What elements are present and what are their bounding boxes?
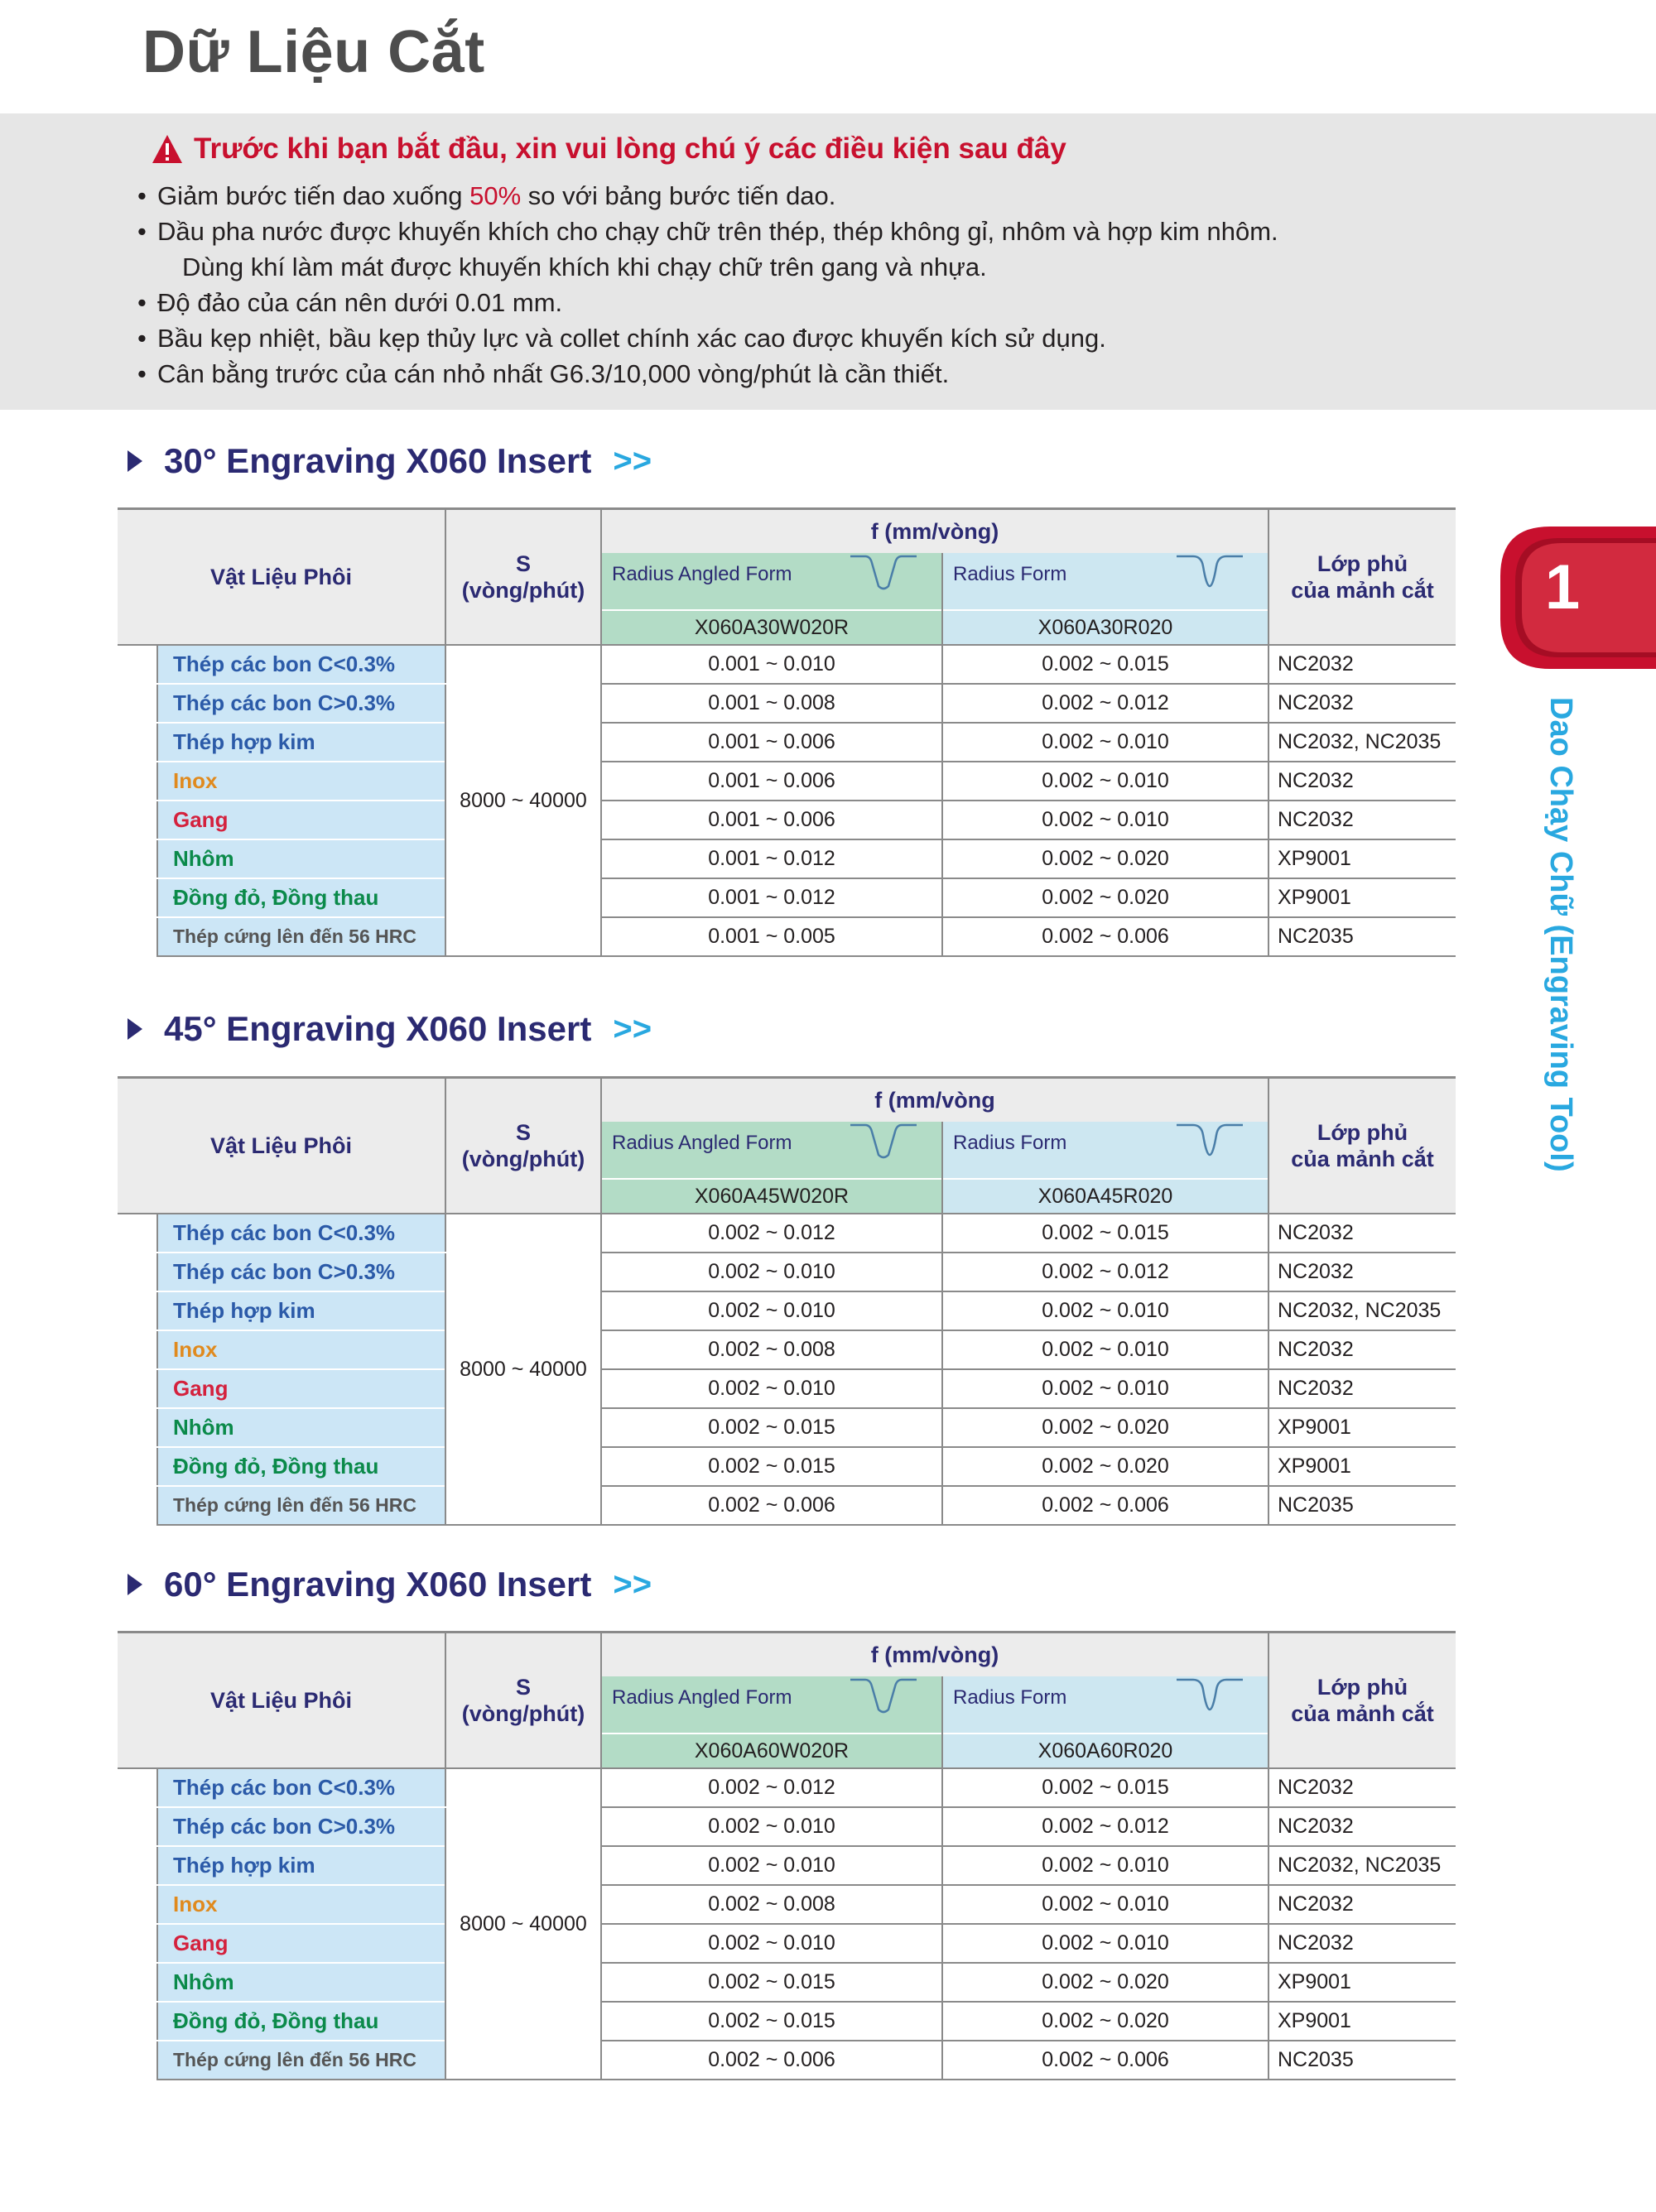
row-spacer: [118, 1330, 157, 1369]
insert-code: X060A60R020: [942, 1734, 1268, 1768]
table-row: [118, 1885, 1456, 1924]
notice-highlight: 50%: [469, 181, 522, 210]
header-coating: [1268, 509, 1456, 646]
table-row: [118, 1924, 1456, 1963]
feed-angled-cell: 0.002 ~ 0.010: [601, 1807, 942, 1846]
row-spacer: [118, 1447, 157, 1486]
notice-item: • Dầu pha nước được khuyến khích cho chạy chữ trên thép, thép không gỉ, nhôm và hợp kim nhôm.: [137, 217, 1278, 246]
row-spacer: [118, 1214, 157, 1253]
feed-radius-cell: 0.002 ~ 0.020: [942, 1408, 1268, 1447]
coating-cell: NC2032: [1268, 1253, 1456, 1291]
table-row: [118, 839, 1456, 878]
material-cell: Thép cứng lên đến 56 HRC: [157, 2041, 445, 2080]
coating-cell: NC2032, NC2035: [1268, 1846, 1456, 1885]
feed-angled-cell: 0.002 ~ 0.010: [601, 1291, 942, 1330]
notice-item: • Độ đảo của cán nên dưới 0.01 mm.: [137, 288, 563, 317]
feed-radius-cell: 0.002 ~ 0.010: [942, 1846, 1268, 1885]
row-spacer: [118, 1291, 157, 1330]
table-row: [118, 1253, 1456, 1291]
row-spacer: [118, 878, 157, 917]
form-label: Radius Form: [953, 563, 1067, 585]
cutting-data-table: [118, 507, 1456, 957]
row-spacer: [118, 762, 157, 801]
coating-cell: XP9001: [1268, 1408, 1456, 1447]
material-cell: Nhôm: [157, 1408, 445, 1447]
feed-radius-cell: 0.002 ~ 0.020: [942, 839, 1268, 878]
coating-cell: NC2032: [1268, 801, 1456, 839]
header-speed-unit: (vòng/phút): [461, 1701, 585, 1726]
row-spacer: [118, 2002, 157, 2041]
table-row: [118, 1846, 1456, 1885]
row-spacer: [118, 1253, 157, 1291]
page-title: Dữ Liệu Cắt: [142, 19, 485, 85]
feed-radius-cell: 0.002 ~ 0.012: [942, 1253, 1268, 1291]
coating-cell: NC2032: [1268, 1330, 1456, 1369]
form-radius-angled: [601, 1122, 942, 1179]
material-cell: Thép cứng lên đến 56 HRC: [157, 917, 445, 956]
coating-cell: NC2035: [1268, 917, 1456, 956]
form-label: Radius Form: [953, 1686, 1067, 1709]
material-cell: Thép hợp kim: [157, 723, 445, 762]
coating-cell: NC2032: [1268, 645, 1456, 684]
row-spacer: [118, 1885, 157, 1924]
feed-angled-cell: 0.002 ~ 0.012: [601, 1214, 942, 1253]
coating-cell: NC2032: [1268, 1924, 1456, 1963]
section-bullet-icon: [126, 1017, 144, 1041]
radius-form-icon: [1177, 1676, 1243, 1716]
row-spacer: [118, 1369, 157, 1408]
coating-cell: NC2032: [1268, 1885, 1456, 1924]
material-cell: Gang: [157, 1924, 445, 1963]
material-cell: Gang: [157, 801, 445, 839]
material-cell: Thép các bon C>0.3%: [157, 1253, 445, 1291]
material-cell: Đồng đỏ, Đồng thau: [157, 2002, 445, 2041]
coating-cell: NC2035: [1268, 1486, 1456, 1525]
coating-cell: NC2035: [1268, 2041, 1456, 2080]
section-arrow: >>: [613, 442, 652, 479]
section-title-text: 45° Engraving X060 Insert: [164, 1009, 592, 1048]
feed-radius-cell: 0.002 ~ 0.020: [942, 878, 1268, 917]
header-feed: f (mm/vòng): [601, 1633, 1268, 1677]
table-row: [118, 762, 1456, 801]
speed-cell: 8000 ~ 40000: [445, 1768, 601, 2080]
section-title: [126, 1007, 652, 1051]
radius-form-icon: [1177, 1122, 1243, 1161]
section-title-text: 30° Engraving X060 Insert: [164, 441, 592, 480]
table-row: [118, 1447, 1456, 1486]
feed-radius-cell: 0.002 ~ 0.020: [942, 2002, 1268, 2041]
header-speed: [445, 1633, 601, 1769]
chapter-number: 1: [1544, 552, 1581, 623]
header-speed-unit: (vòng/phút): [461, 1147, 585, 1171]
table-row: [118, 645, 1456, 684]
insert-code: X060A30R020: [942, 610, 1268, 645]
coating-cell: XP9001: [1268, 1963, 1456, 2002]
notice-list: [137, 178, 1278, 392]
feed-radius-cell: 0.002 ~ 0.006: [942, 2041, 1268, 2080]
feed-radius-cell: 0.002 ~ 0.010: [942, 1924, 1268, 1963]
table-row: [118, 917, 1456, 956]
material-cell: Inox: [157, 1330, 445, 1369]
row-spacer: [118, 1486, 157, 1525]
header-feed: f (mm/vòng): [601, 509, 1268, 554]
insert-code: X060A45R020: [942, 1179, 1268, 1214]
header-coating: [1268, 1633, 1456, 1769]
feed-angled-cell: 0.001 ~ 0.012: [601, 839, 942, 878]
table-row: [118, 2002, 1456, 2041]
header-speed-symbol: S: [515, 551, 531, 576]
feed-radius-cell: 0.002 ~ 0.015: [942, 1768, 1268, 1807]
notice-title: Trước khi bạn bắt đầu, xin vui lòng chú ý các điều kiện sau đây: [194, 132, 1066, 165]
section-title: [126, 1562, 652, 1607]
feed-angled-cell: 0.002 ~ 0.010: [601, 1846, 942, 1885]
feed-radius-cell: 0.002 ~ 0.012: [942, 1807, 1268, 1846]
feed-radius-cell: 0.002 ~ 0.010: [942, 801, 1268, 839]
material-cell: Thép các bon C>0.3%: [157, 684, 445, 723]
material-cell: Gang: [157, 1369, 445, 1408]
radius-angled-form-icon: [850, 1122, 917, 1161]
feed-angled-cell: 0.001 ~ 0.012: [601, 878, 942, 917]
row-spacer: [118, 1408, 157, 1447]
form-label: Radius Angled Form: [612, 1686, 792, 1709]
feed-angled-cell: 0.002 ~ 0.015: [601, 1447, 942, 1486]
table-row: [118, 1291, 1456, 1330]
feed-radius-cell: 0.002 ~ 0.012: [942, 684, 1268, 723]
row-spacer: [118, 1846, 157, 1885]
table-row: [118, 878, 1456, 917]
chapter-tab: [1500, 527, 1656, 669]
form-label: Radius Form: [953, 1132, 1067, 1154]
row-spacer: [118, 1768, 157, 1807]
header-coating-line1: Lớp phủ: [1317, 1120, 1408, 1145]
material-cell: Thép hợp kim: [157, 1291, 445, 1330]
material-cell: Thép các bon C<0.3%: [157, 645, 445, 684]
form-radius: [942, 1122, 1268, 1179]
material-cell: Đồng đỏ, Đồng thau: [157, 1447, 445, 1486]
feed-radius-cell: 0.002 ~ 0.015: [942, 1214, 1268, 1253]
coating-cell: NC2032: [1268, 1807, 1456, 1846]
header-speed: [445, 509, 601, 646]
header-coating-line1: Lớp phủ: [1317, 1675, 1408, 1700]
feed-angled-cell: 0.001 ~ 0.006: [601, 762, 942, 801]
feed-angled-cell: 0.001 ~ 0.006: [601, 723, 942, 762]
feed-radius-cell: 0.002 ~ 0.006: [942, 1486, 1268, 1525]
coating-cell: NC2032: [1268, 1369, 1456, 1408]
feed-angled-cell: 0.002 ~ 0.015: [601, 2002, 942, 2041]
material-cell: Nhôm: [157, 1963, 445, 2002]
feed-angled-cell: 0.002 ~ 0.006: [601, 1486, 942, 1525]
feed-radius-cell: 0.002 ~ 0.010: [942, 723, 1268, 762]
table-row: [118, 684, 1456, 723]
table-row: [118, 2041, 1456, 2080]
form-radius-angled: [601, 553, 942, 610]
material-cell: Thép hợp kim: [157, 1846, 445, 1885]
row-spacer: [118, 801, 157, 839]
material-cell: Inox: [157, 762, 445, 801]
radius-form-icon: [1177, 553, 1243, 593]
section-title: [126, 439, 652, 483]
feed-angled-cell: 0.002 ~ 0.015: [601, 1408, 942, 1447]
header-material: Vật Liệu Phôi: [118, 509, 445, 646]
feed-radius-cell: 0.002 ~ 0.015: [942, 645, 1268, 684]
coating-cell: NC2032, NC2035: [1268, 1291, 1456, 1330]
feed-radius-cell: 0.002 ~ 0.010: [942, 1369, 1268, 1408]
feed-angled-cell: 0.002 ~ 0.015: [601, 1963, 942, 2002]
form-label: Radius Angled Form: [612, 1132, 792, 1154]
section-bullet-icon: [126, 449, 144, 474]
material-cell: Thép các bon C<0.3%: [157, 1768, 445, 1807]
section-arrow: >>: [613, 1010, 652, 1047]
table-row: [118, 1768, 1456, 1807]
feed-radius-cell: 0.002 ~ 0.010: [942, 762, 1268, 801]
table-row: [118, 1330, 1456, 1369]
feed-angled-cell: 0.002 ~ 0.012: [601, 1768, 942, 1807]
warning-icon: [151, 133, 184, 165]
insert-code: X060A45W020R: [601, 1179, 942, 1214]
material-cell: Thép cứng lên đến 56 HRC: [157, 1486, 445, 1525]
header-coating-line1: Lớp phủ: [1317, 551, 1408, 576]
chapter-label: Dao Chạy Chữ (Engraving Tool): [1543, 697, 1578, 1172]
notice-item: Dùng khí làm mát được khuyến khích khi chạy chữ trên gang và nhựa.: [182, 252, 987, 281]
insert-code: X060A30W020R: [601, 610, 942, 645]
feed-radius-cell: 0.002 ~ 0.020: [942, 1963, 1268, 2002]
form-radius: [942, 553, 1268, 610]
table-row: [118, 1963, 1456, 2002]
row-spacer: [118, 723, 157, 762]
coating-cell: XP9001: [1268, 1447, 1456, 1486]
feed-radius-cell: 0.002 ~ 0.010: [942, 1330, 1268, 1369]
feed-angled-cell: 0.002 ~ 0.008: [601, 1885, 942, 1924]
table-row: [118, 801, 1456, 839]
header-feed: f (mm/vòng: [601, 1078, 1268, 1123]
coating-cell: XP9001: [1268, 2002, 1456, 2041]
coating-cell: NC2032: [1268, 1768, 1456, 1807]
speed-cell: 8000 ~ 40000: [445, 645, 601, 956]
form-radius: [942, 1676, 1268, 1734]
header-material: Vật Liệu Phôi: [118, 1633, 445, 1769]
coating-cell: NC2032: [1268, 1214, 1456, 1253]
material-cell: Đồng đỏ, Đồng thau: [157, 878, 445, 917]
coating-cell: NC2032: [1268, 684, 1456, 723]
header-speed: [445, 1078, 601, 1214]
header-coating-line2: của mảnh cắt: [1291, 1701, 1434, 1726]
material-cell: Thép các bon C>0.3%: [157, 1807, 445, 1846]
coating-cell: NC2032, NC2035: [1268, 723, 1456, 762]
row-spacer: [118, 1807, 157, 1846]
feed-angled-cell: 0.002 ~ 0.010: [601, 1253, 942, 1291]
table-row: [118, 1807, 1456, 1846]
header-speed-symbol: S: [515, 1675, 531, 1700]
section-arrow: >>: [613, 1565, 652, 1603]
radius-angled-form-icon: [850, 553, 917, 593]
feed-radius-cell: 0.002 ~ 0.010: [942, 1291, 1268, 1330]
material-cell: Inox: [157, 1885, 445, 1924]
notice-header: [151, 128, 1066, 170]
cutting-data-table: [118, 1631, 1456, 2080]
feed-angled-cell: 0.002 ~ 0.010: [601, 1369, 942, 1408]
notice-box: [0, 113, 1656, 410]
row-spacer: [118, 1924, 157, 1963]
header-speed-unit: (vòng/phút): [461, 578, 585, 603]
row-spacer: [118, 839, 157, 878]
cutting-data-table: [118, 1076, 1456, 1526]
header-coating: [1268, 1078, 1456, 1214]
form-radius-angled: [601, 1676, 942, 1734]
insert-code: X060A60W020R: [601, 1734, 942, 1768]
coating-cell: XP9001: [1268, 839, 1456, 878]
feed-angled-cell: 0.001 ~ 0.010: [601, 645, 942, 684]
row-spacer: [118, 2041, 157, 2080]
feed-angled-cell: 0.002 ~ 0.006: [601, 2041, 942, 2080]
row-spacer: [118, 917, 157, 956]
speed-cell: 8000 ~ 40000: [445, 1214, 601, 1525]
coating-cell: NC2032: [1268, 762, 1456, 801]
table-row: [118, 1486, 1456, 1525]
feed-angled-cell: 0.001 ~ 0.006: [601, 801, 942, 839]
table-row: [118, 723, 1456, 762]
row-spacer: [118, 645, 157, 684]
header-coating-line2: của mảnh cắt: [1291, 1147, 1434, 1171]
form-label: Radius Angled Form: [612, 563, 792, 585]
header-coating-line2: của mảnh cắt: [1291, 578, 1434, 603]
feed-angled-cell: 0.002 ~ 0.008: [601, 1330, 942, 1369]
row-spacer: [118, 1963, 157, 2002]
material-cell: Nhôm: [157, 839, 445, 878]
feed-angled-cell: 0.001 ~ 0.005: [601, 917, 942, 956]
section-bullet-icon: [126, 1572, 144, 1597]
feed-angled-cell: 0.002 ~ 0.010: [601, 1924, 942, 1963]
notice-item: • Giảm bước tiến dao xuống 50% so với bảng bước tiến dao.: [137, 181, 836, 210]
feed-radius-cell: 0.002 ~ 0.020: [942, 1447, 1268, 1486]
row-spacer: [118, 684, 157, 723]
notice-item: • Bầu kẹp nhiệt, bầu kẹp thủy lực và collet chính xác cao được khuyến kích sử dụng.: [137, 324, 1106, 353]
table-row: [118, 1369, 1456, 1408]
table-row: [118, 1408, 1456, 1447]
coating-cell: XP9001: [1268, 878, 1456, 917]
feed-radius-cell: 0.002 ~ 0.006: [942, 917, 1268, 956]
material-cell: Thép các bon C<0.3%: [157, 1214, 445, 1253]
feed-radius-cell: 0.002 ~ 0.010: [942, 1885, 1268, 1924]
header-material: Vật Liệu Phôi: [118, 1078, 445, 1214]
header-speed-symbol: S: [515, 1120, 531, 1145]
radius-angled-form-icon: [850, 1676, 917, 1716]
notice-item: • Cân bằng trước của cán nhỏ nhất G6.3/10,000 vòng/phút là cần thiết.: [137, 359, 950, 388]
feed-angled-cell: 0.001 ~ 0.008: [601, 684, 942, 723]
section-title-text: 60° Engraving X060 Insert: [164, 1565, 592, 1604]
table-row: [118, 1214, 1456, 1253]
